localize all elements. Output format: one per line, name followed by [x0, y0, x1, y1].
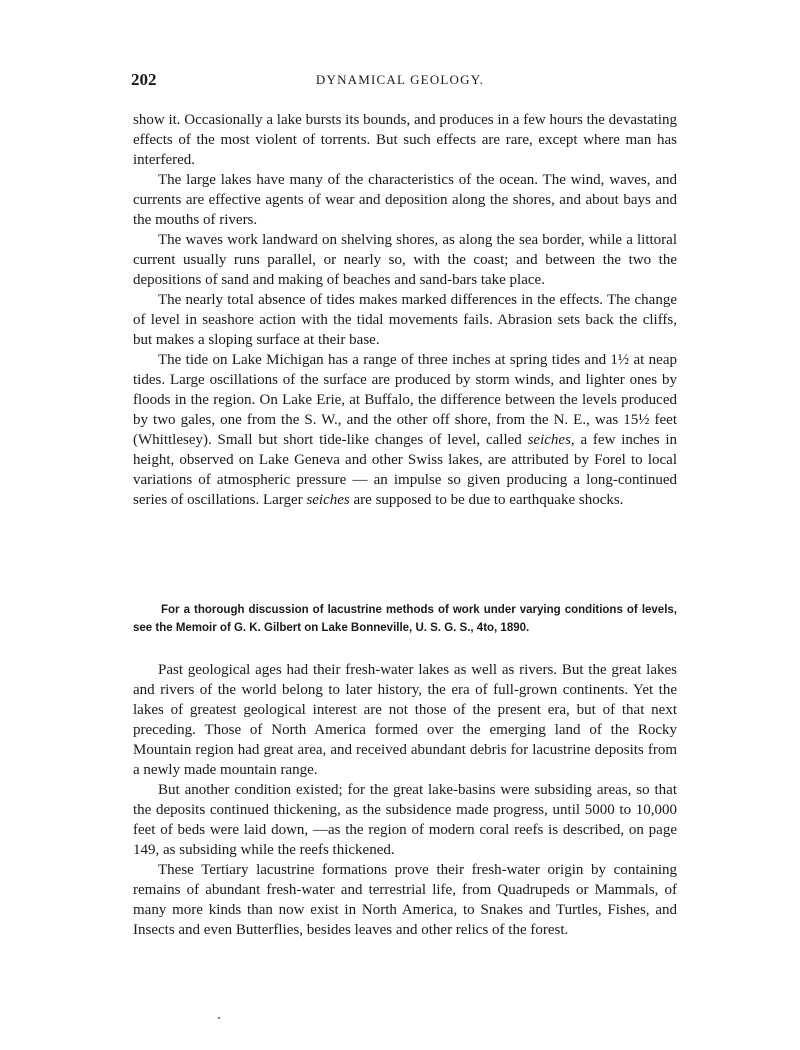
footer-dot — [218, 1017, 220, 1019]
tide-text-1: The tide on Lake Michigan has a range of three inches at spring tides and 1½ at neap tides. Large oscillations of the surface are produced by storm winds, and lighter ones by floods in the region. On Lake Erie, at Buffalo, the difference between the levels produced by two gales, one from the S. W., and the other off shore, from the N. E., was 15½ feet (Whittlesey). Small but short tide-like changes of level, called — [133, 352, 677, 448]
term-seiches: seiches — [306, 492, 350, 508]
tide-text-2: , a few inches in height, observed on Lake Geneva and other Swiss lakes, are attributed by Forel to local variations of atmospheric pressure — an impulse so given producing a long-continued series of oscillations. Larger — [133, 432, 677, 508]
paragraph-tides — [133, 350, 677, 510]
tide-text-3: are supposed to be due to earthquake shocks. — [349, 492, 624, 508]
page-number: 202 — [131, 70, 157, 89]
body-section-2 — [133, 660, 677, 940]
paragraph: Past geological ages had their fresh-water lakes as well as rivers. But the great lakes and rivers of the world belong to later history, the era of full-grown continents. Yet the lakes of greatest geological interest are not those of the present era, but of that next preceding. Those of North America formed over the emerging land of the Rocky Mountain region had great area, and received abundant debris for lacustrine deposits from a newly made mountain range. — [133, 662, 677, 778]
running-head: DYNAMICAL GEOLOGY. — [315, 72, 485, 87]
paragraph: The large lakes have many of the characteristics of the ocean. The wind, waves, and currents are effective agents of wear and deposition along the shores, and about bays and the mouths of rivers. — [133, 172, 677, 228]
term-seiches: seiches — [527, 432, 571, 448]
body-section-1 — [133, 110, 677, 510]
paragraph: The waves work landward on shelving shores, as along the sea border, while a littoral current usually runs parallel, or nearly so, with the coast; and between the two the depositions of sand and making of beaches and sand-bars take place. — [133, 232, 677, 288]
paragraph: These Tertiary lacustrine formations prove their fresh-water origin by containing remains of abundant fresh-water and terrestrial life, from Quadrupeds or Mammals, of many more kinds than now exist in North America, to Snakes and Turtles, Fishes, and Insects and even Butterflies, besides leaves and other relics of the forest. — [133, 862, 677, 938]
reference-note: For a thorough discussion of lacustrine methods of work under varying conditions of levels, see the Memoir of G. K. Gilbert on Lake Bonneville, U. S. G. S., 4to, 1890. — [133, 604, 677, 634]
paragraph: The nearly total absence of tides makes marked differences in the effects. The change of level in seashore action with the tidal movements fails. Abrasion sets back the cliffs, but makes a sloping surface at their base. — [133, 292, 677, 348]
paragraph: show it. Occasionally a lake bursts its bounds, and produces in a few hours the devastating effects of the most violent of torrents. But such effects are rare, except where man has interfered. — [133, 112, 677, 168]
paragraph: But another condition existed; for the great lake-basins were subsiding areas, so that the deposits continued thickening, as the subsidence made progress, until 5000 to 10,000 feet of beds were laid down, —as the region of modern coral reefs is described, on page 149, as subsiding while the reefs thickened. — [133, 782, 677, 858]
